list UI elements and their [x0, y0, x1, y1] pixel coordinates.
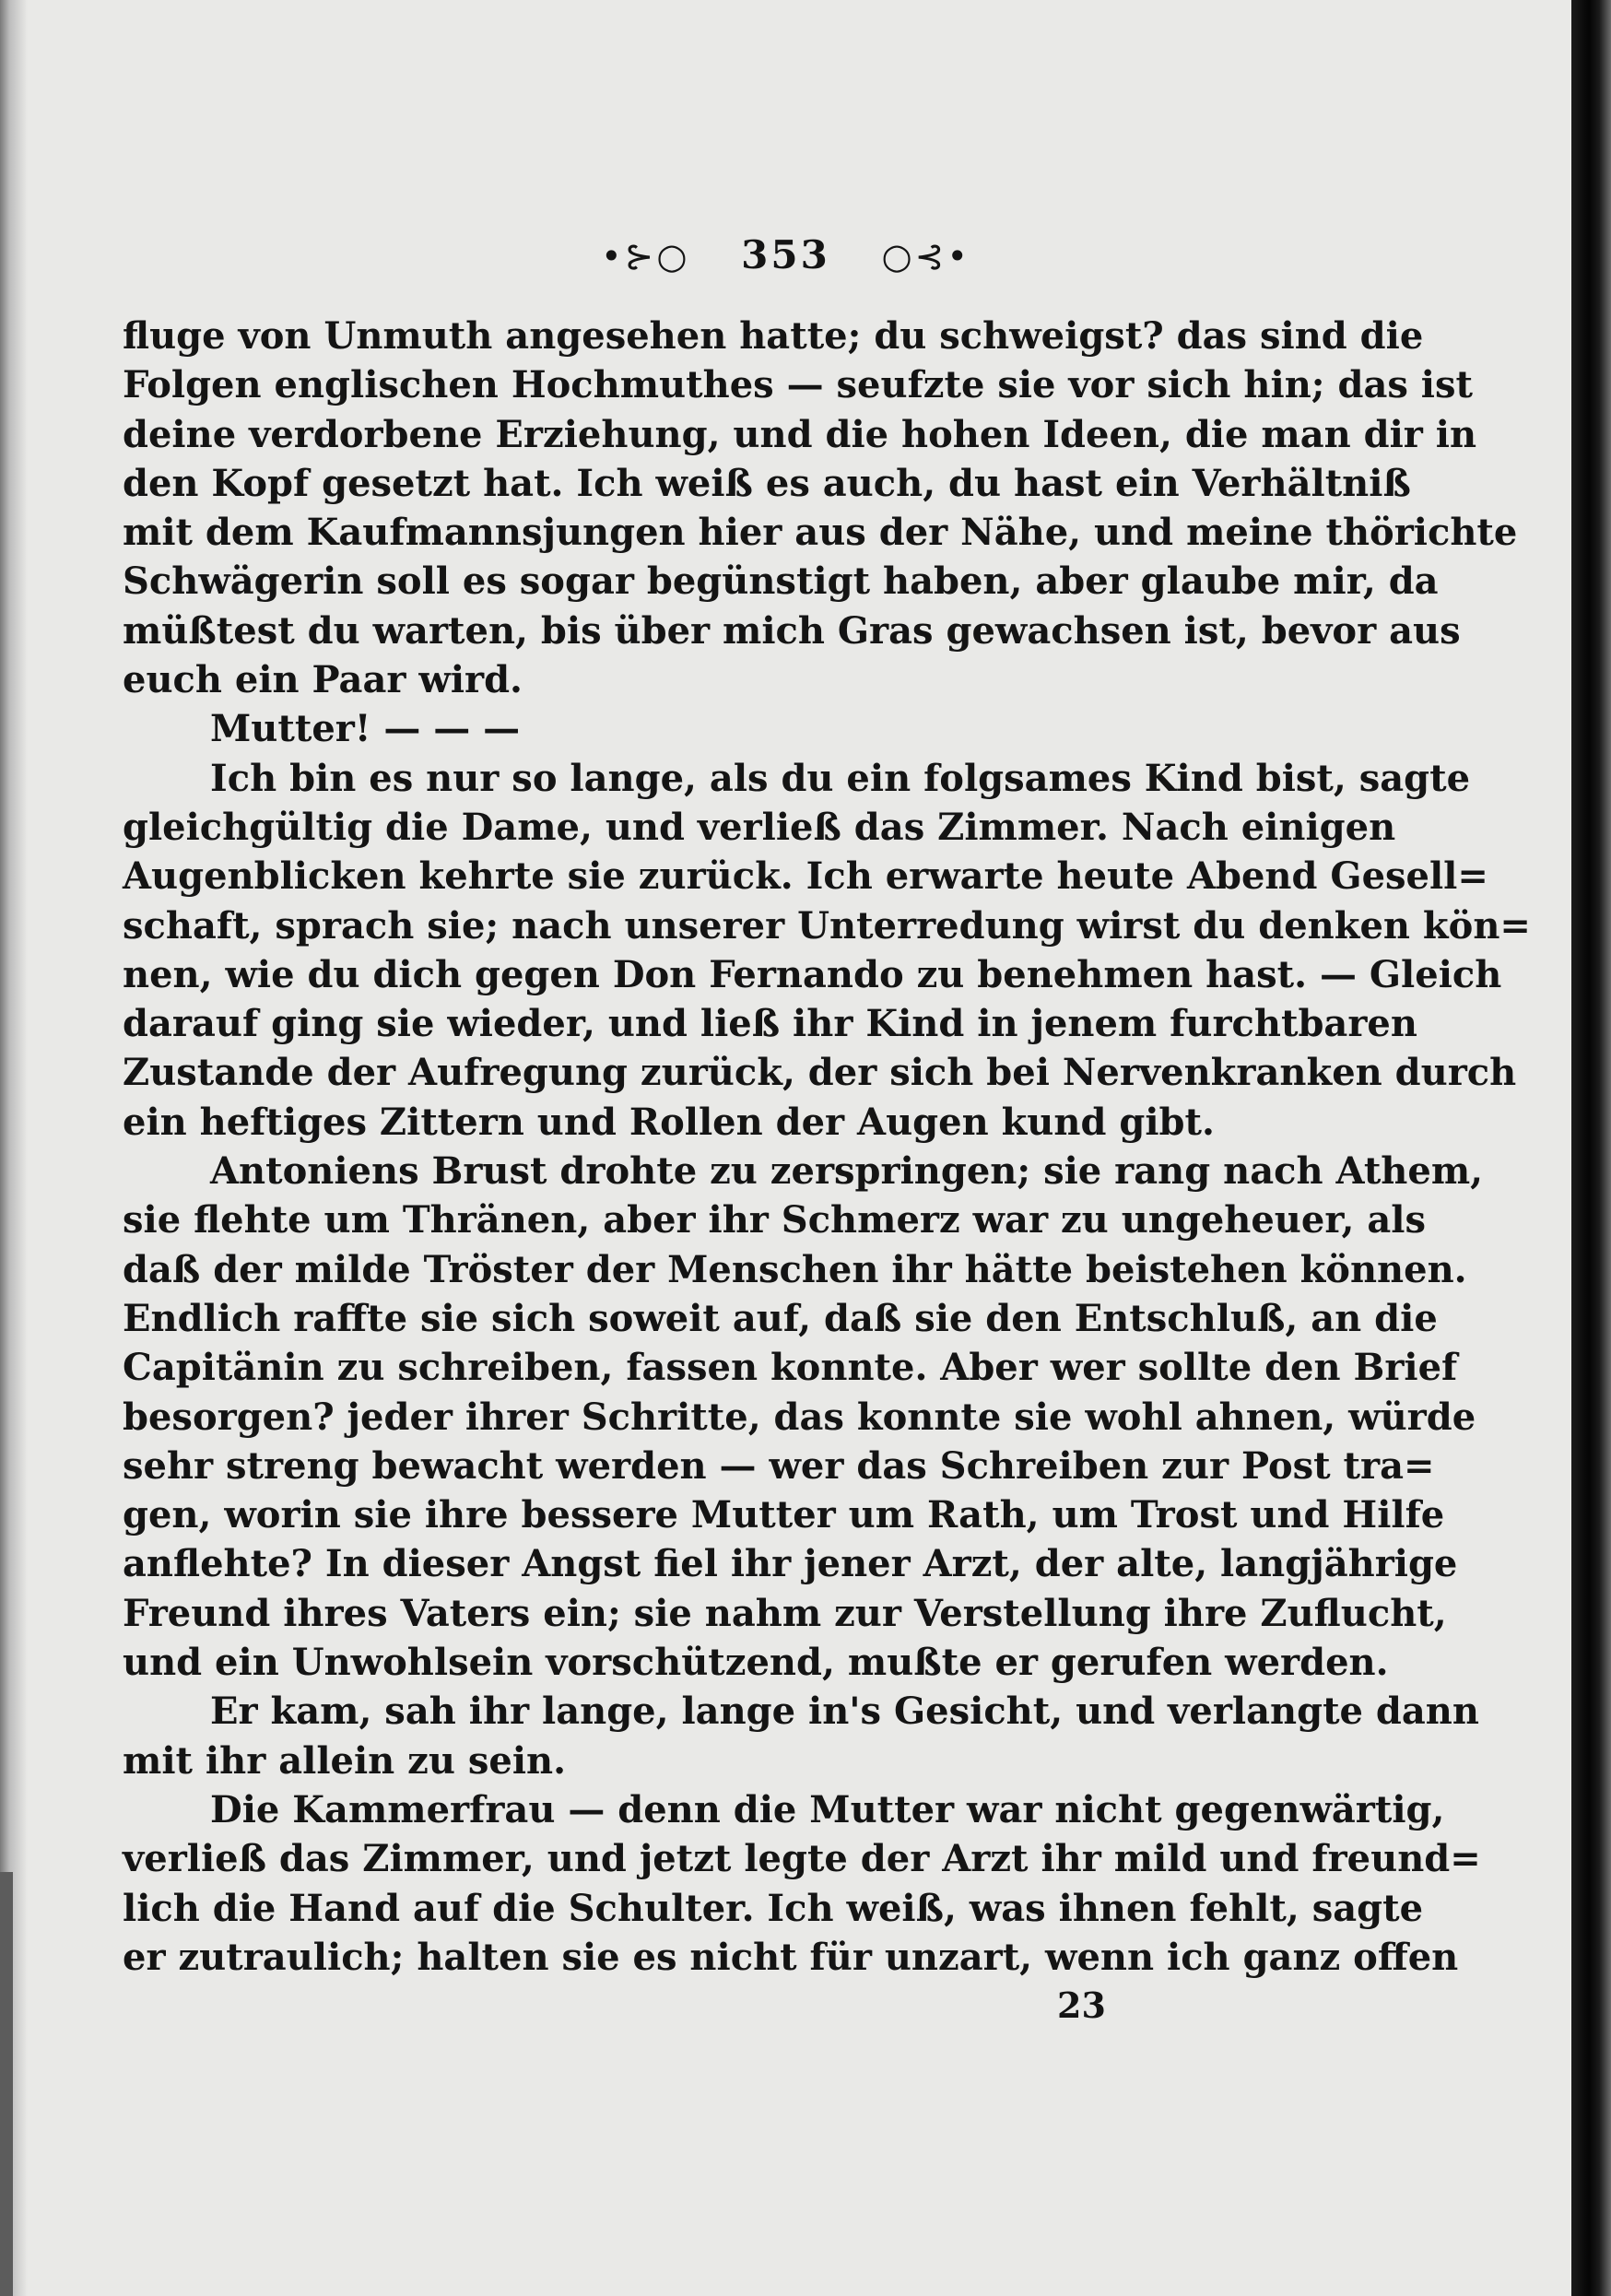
- text-line: verließ das Zimmer, und jetzt legte der Arzt ihr mild und freund=: [123, 1837, 1481, 1881]
- text-line: müßtest du warten, bis über mich Gras gewachsen ist, bevor aus: [123, 608, 1461, 653]
- text-line: gen, worin sie ihre bessere Mutter um Rath, um Trost und Hilfe: [123, 1493, 1445, 1537]
- text-line: den Kopf gesetzt hat. Ich weiß es auch, du hast ein Verhältniß: [123, 461, 1411, 505]
- left-ornament-icon: •⊱○: [601, 236, 690, 277]
- text-line: Antoniens Brust drohte zu zerspringen; sie rang nach Athem,: [210, 1149, 1484, 1194]
- text-line: Ich bin es nur so lange, als du ein folgsames Kind bist, sagte: [210, 756, 1471, 800]
- text-line: daß der milde Tröster der Menschen ihr hätte beistehen können.: [123, 1247, 1467, 1291]
- text-line: deine verdorbene Erziehung, und die hohen Ideen, die man dir in: [123, 412, 1477, 456]
- page-header: [0, 232, 1571, 277]
- text-line: Er kam, sah ihr lange, lange in's Gesicht, und verlangte dann: [210, 1690, 1479, 1734]
- text-line: lich die Hand auf die Schulter. Ich weiß, was ihnen fehlt, sagte: [123, 1886, 1424, 1930]
- text-line: gleichgültig die Dame, und verließ das Zimmer. Nach einigen: [123, 805, 1396, 849]
- text-line: Capitänin zu schreiben, fassen konnte. Aber wer sollte den Brief: [123, 1346, 1458, 1390]
- text-line: Freund ihres Vaters ein; sie nahm zur Verstellung ihre Zuflucht,: [123, 1591, 1447, 1635]
- page-number: 353: [741, 232, 830, 277]
- text-line: schaft, sprach sie; nach unserer Unterredung wirst du denken kön=: [123, 903, 1531, 948]
- text-line: sie flehte um Thränen, aber ihr Schmerz war zu ungeheuer, als: [123, 1198, 1426, 1242]
- text-line: Mutter! — — —: [210, 707, 521, 751]
- text-line: sehr streng bewacht werden — wer das Schreiben zur Post tra=: [123, 1443, 1435, 1488]
- text-line: Endlich raffte sie sich soweit auf, daß sie den Entschluß, an die: [123, 1296, 1438, 1340]
- text-line: mit ihr allein zu sein.: [123, 1738, 567, 1783]
- right-ornament-icon: ○⊰•: [881, 236, 970, 277]
- text-line: und ein Unwohlsein vorschützend, mußte er gerufen werden.: [123, 1641, 1389, 1685]
- text-line: mit dem Kaufmannsjungen hier aus der Nähe, und meine thörichte: [123, 511, 1518, 555]
- text-line: Augenblicken kehrte sie zurück. Ich erwarte heute Abend Gesell=: [123, 854, 1488, 899]
- signature-mark: 23: [1057, 1984, 1106, 2026]
- scan-edge-bottom-left: [0, 1872, 13, 2296]
- text-line: darauf ging sie wieder, und ließ ihr Kind in jenem furchtbaren: [123, 1002, 1417, 1046]
- text-line: ein heftiges Zittern und Rollen der Augen kund gibt.: [123, 1100, 1215, 1144]
- text-line: Schwägerin soll es sogar begünstigt haben, aber glaube mir, da: [123, 559, 1439, 604]
- scan-edge-dark: [1571, 0, 1611, 2296]
- body-text: [123, 312, 1531, 1982]
- text-line: Zustande der Aufregung zurück, der sich bei Nervenkranken durch: [123, 1051, 1517, 1095]
- text-line: Folgen englischen Hochmuthes — seufzte sie vor sich hin; das ist: [123, 363, 1473, 407]
- text-line: Die Kammerfrau — denn die Mutter war nicht gegenwärtig,: [210, 1787, 1445, 1831]
- text-line: besorgen? jeder ihrer Schritte, das konnte sie wohl ahnen, würde: [123, 1395, 1476, 1439]
- text-line: fluge von Unmuth angesehen hatte; du schweigst? das sind die: [123, 314, 1424, 358]
- text-line: euch ein Paar wird.: [123, 658, 523, 702]
- text-line: nen, wie du dich gegen Don Fernando zu benehmen hast. — Gleich: [123, 952, 1502, 996]
- text-line: anflehte? In dieser Angst fiel ihr jener Arzt, der alte, langjährige: [123, 1542, 1458, 1586]
- text-line: er zutraulich; halten sie es nicht für unzart, wenn ich ganz offen: [123, 1935, 1459, 1979]
